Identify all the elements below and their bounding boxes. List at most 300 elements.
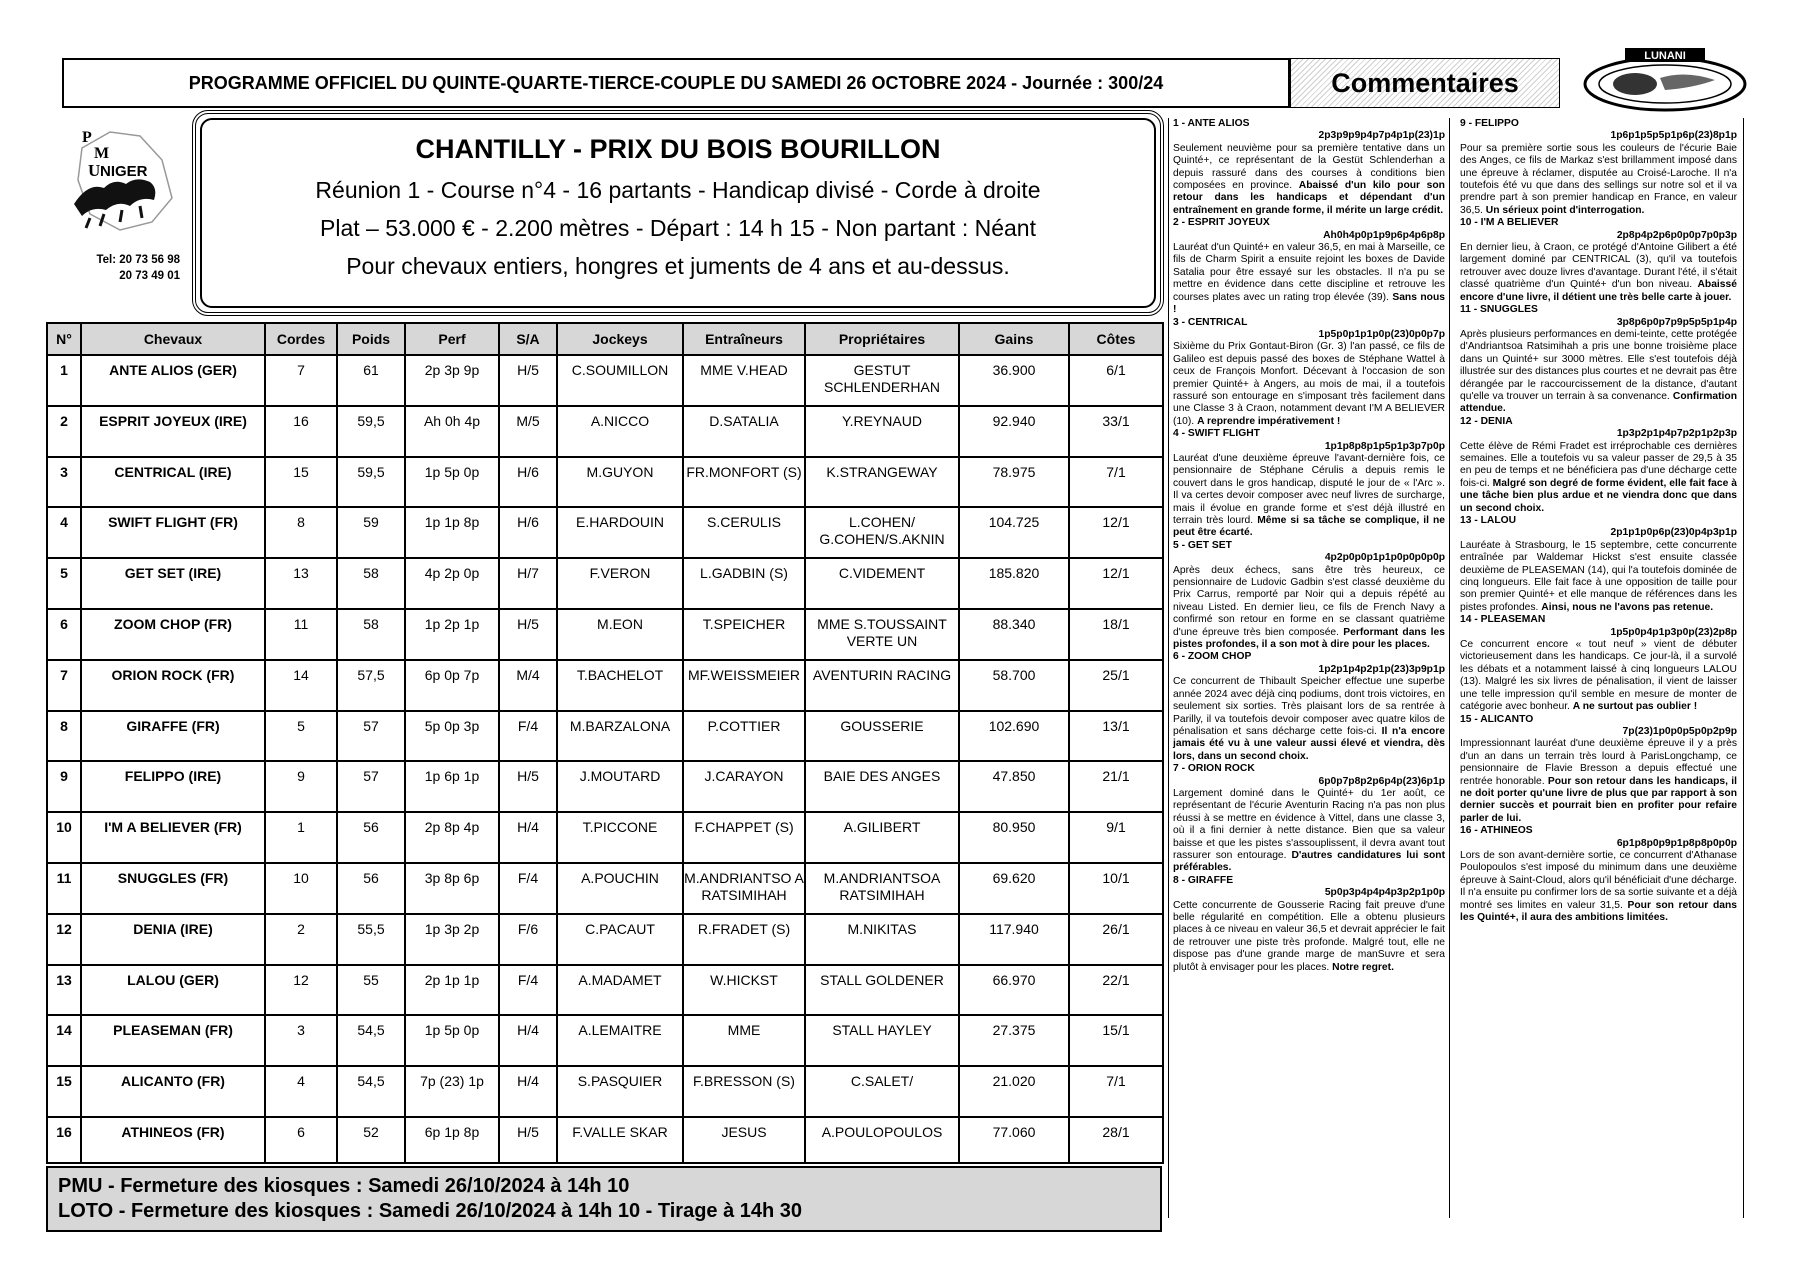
comments-column-left (1168, 118, 1450, 1218)
cell-form: 7p (23) 1p (405, 1066, 499, 1117)
comment-entry (1460, 217, 1737, 304)
kiosk-pmu-line: PMU - Fermeture des kiosques : Samedi 26/10/2024 à 14h 10 (58, 1175, 630, 1197)
comment-entry (1460, 825, 1737, 924)
comment-text (1460, 143, 1737, 217)
cell-draw: 9 (265, 761, 337, 812)
cell-sexage: F/4 (499, 965, 557, 1016)
comment-form-string: 1p2p1p4p2p1p(23)3p9p1p (1318, 663, 1445, 675)
cell-owner: M.ANDRIANTSOA RATSIMIHAH (805, 863, 959, 914)
comment-verdict: Il n'a encore jamais été vu à une valeur aussi élevé et viendra, dès lors, dans un second choix. (1173, 725, 1445, 762)
comment-entry (1173, 763, 1445, 875)
col-header-odds: Côtes (1069, 323, 1163, 355)
cell-weight: 55,5 (337, 914, 405, 965)
comment-form-string: 3p8p6p0p7p9p5p5p1p4p (1616, 316, 1737, 328)
cell-earnings: 102.690 (959, 711, 1069, 762)
table-row (47, 1066, 1163, 1117)
comment-body: Lauréat d'une deuxième épreuve l'avant-dernière fois, ce pensionnaire de Stéphane Cérulis a depuis remis le couvert dans le gros handicap, disputé le jour de « l'Arc ». Il va certes devoir composer avec neuf livres de surcharge, mais il évolue en grande forme et s'est déjà illustré en terrain très lourd. (1173, 452, 1445, 526)
cell-sexage: H/5 (499, 609, 557, 660)
col-header-jockeys: Jockeys (557, 323, 683, 355)
cell-num: 8 (47, 711, 81, 762)
kiosk-closing-box (46, 1166, 1162, 1232)
comments-label: Commentaires (1331, 67, 1519, 98)
table-row (47, 965, 1163, 1016)
col-header-sex-age: S/A (499, 323, 557, 355)
cell-jockey: M.BARZALONA (557, 711, 683, 762)
comment-verdict: Ainsi, nous ne l'avons pas retenue. (1541, 601, 1714, 613)
cell-earnings: 78.975 (959, 457, 1069, 508)
cell-earnings: 88.340 (959, 609, 1069, 660)
cell-earnings: 36.900 (959, 355, 1069, 406)
cell-weight: 57 (337, 761, 405, 812)
comment-body: Après plusieurs performances en demi-teinte, cette protégée d'Andriantsoa Ratsimihah a pris une bonne troisième place dans un Quinté+ sur 3000 mètres. Elle s'est toutefois déjà illustrée sur des distances plus courtes et ne devrait pas être dérangée par le raccourcissement de la distance, d'autant qu'elle va trouver un terrain à sa convenance. (1460, 328, 1737, 402)
comment-body: Sixième du Prix Gontaut-Biron (Gr. 3) l'an passé, ce fils de Galileo est depuis passé des boxes de Stéphane Wattel à ceux de François Monfort. Décevant à l'occasion de son premier Quinté+ à Angers, au mois de mai, il a toutefois rassuré son entourage en s'imposant très facilement dans une Classe 3 à Craon, notamment devant I'M A BELIEVER (10). (1173, 341, 1445, 427)
cell-owner: A.GILIBERT (805, 812, 959, 863)
cell-form: 1p 2p 1p (405, 609, 499, 660)
cell-form: 1p 5p 0p (405, 1015, 499, 1066)
cell-num: 10 (47, 812, 81, 863)
comment-body: Seulement neuvième pour sa première tentative dans un Quinté+, ce représentant de la Gestüt Schlenderhan a depuis rassuré dans des courses à conditions bien composées en province. (1173, 142, 1445, 192)
cell-trainer: T.SPEICHER (683, 609, 805, 660)
comment-form-string: 1p3p2p1p4p7p2p1p2p3p (1616, 428, 1737, 440)
cell-draw: 16 (265, 406, 337, 457)
cell-num: 11 (47, 863, 81, 914)
cell-weight: 61 (337, 355, 405, 406)
col-header-weight: Poids (337, 323, 405, 355)
cell-owner: MME S.TOUSSAINT VERTE UN (805, 609, 959, 660)
pmu-niger-logo-icon (70, 118, 185, 248)
cell-form: 1p 3p 2p (405, 914, 499, 965)
cell-trainer: S.CERULIS (683, 507, 805, 558)
cell-owner: C.VIDEMENT (805, 558, 959, 609)
comment-verdict: D'autres candidatures lui sont préférables. (1173, 849, 1445, 874)
table-row (47, 406, 1163, 457)
table-row (47, 1015, 1163, 1066)
col-header-number: N° (47, 323, 81, 355)
cell-num: 6 (47, 609, 81, 660)
cell-weight: 54,5 (337, 1066, 405, 1117)
cell-horse: ZOOM CHOP (FR) (81, 609, 265, 660)
cell-weight: 59 (337, 507, 405, 558)
cell-sexage: H/4 (499, 1066, 557, 1117)
cell-odds: 28/1 (1069, 1117, 1163, 1163)
cell-form: 6p 1p 8p (405, 1117, 499, 1163)
cell-draw: 5 (265, 711, 337, 762)
cell-jockey: S.PASQUIER (557, 1066, 683, 1117)
cell-owner: A.POULOPOULOS (805, 1117, 959, 1163)
cell-odds: 6/1 (1069, 355, 1163, 406)
kiosk-loto-line: LOTO - Fermeture des kiosques : Samedi 26/10/2024 à 14h 10 - Tirage à 14h 30 (58, 1200, 803, 1222)
cell-earnings: 80.950 (959, 812, 1069, 863)
comment-horse-name: 3 - CENTRICAL (1173, 316, 1248, 328)
comment-entry (1460, 416, 1737, 515)
program-title-box (62, 58, 1290, 108)
comment-entry (1173, 317, 1445, 429)
cell-sexage: F/6 (499, 914, 557, 965)
comment-verdict: A ne surtout pas oublier ! (1572, 701, 1698, 713)
cell-earnings: 92.940 (959, 406, 1069, 457)
table-row (47, 609, 1163, 660)
cell-sexage: H/6 (499, 507, 557, 558)
comment-horse-name: 10 - I'M A BELIEVER (1460, 217, 1559, 229)
lunani-logo-icon (1575, 46, 1750, 114)
cell-jockey: A.MADAMET (557, 965, 683, 1016)
cell-form: 1p 6p 1p (405, 761, 499, 812)
cell-earnings: 77.060 (959, 1117, 1069, 1163)
comment-body: Cette concurrente de Gousserie Racing fait preuve d'une belle régularité en compétition. Elle a obtenu plusieurs places à ce niveau en valeur 36,5 et devrait apprécier le fait de retrouver une piste très profonde. Malgré tout, elle ne dispose pas d'une grande marge de manSuvre et sera plutôt à envisager pour les places. (1173, 899, 1445, 973)
table-row (47, 660, 1163, 711)
cell-sexage: M/5 (499, 406, 557, 457)
pmu-telephone-2: 20 73 49 01 (119, 270, 180, 282)
cell-horse: SWIFT FLIGHT (FR) (81, 507, 265, 558)
svg-text:NIGER: NIGER (100, 163, 148, 180)
comment-entry (1173, 217, 1445, 316)
cell-weight: 55 (337, 965, 405, 1016)
cell-odds: 25/1 (1069, 660, 1163, 711)
comment-text (1173, 242, 1445, 316)
cell-form: 1p 1p 8p (405, 507, 499, 558)
cell-owner: K.STRANGEWAY (805, 457, 959, 508)
cell-trainer: R.FRADET (S) (683, 914, 805, 965)
comment-text (1173, 788, 1445, 875)
comment-entry (1460, 118, 1737, 217)
comment-text (1173, 676, 1445, 763)
comment-form-string: 1p6p1p5p5p1p6p(23)8p1p (1610, 130, 1737, 142)
cell-form: 2p 3p 9p (405, 355, 499, 406)
cell-num: 7 (47, 660, 81, 711)
comment-verdict: Confirmation attendue. (1460, 390, 1737, 415)
cell-sexage: H/5 (499, 761, 557, 812)
cell-jockey: F.VALLE SKAR (557, 1117, 683, 1163)
cell-draw: 14 (265, 660, 337, 711)
cell-weight: 52 (337, 1117, 405, 1163)
cell-form: 5p 0p 3p (405, 711, 499, 762)
race-conditions: Pour chevaux entiers, hongres et juments de 4 ans et au-dessus. (346, 253, 1010, 279)
comment-text (1173, 143, 1445, 217)
cell-draw: 2 (265, 914, 337, 965)
cell-draw: 1 (265, 812, 337, 863)
cell-sexage: F/4 (499, 863, 557, 914)
cell-num: 3 (47, 457, 81, 508)
comment-form-string: 6p0p7p8p2p6p4p(23)6p1p (1318, 775, 1445, 787)
comment-horse-name: 1 - ANTE ALIOS (1173, 118, 1250, 129)
comment-horse-name: 4 - SWIFT FLIGHT (1173, 428, 1260, 440)
table-header-row (47, 323, 1163, 355)
table-row (47, 457, 1163, 508)
cell-odds: 21/1 (1069, 761, 1163, 812)
race-title: CHANTILLY - PRIX DU BOIS BOURILLON (415, 134, 941, 164)
cell-num: 16 (47, 1117, 81, 1163)
cell-draw: 4 (265, 1066, 337, 1117)
comment-horse-name: 15 - ALICANTO (1460, 713, 1534, 725)
comment-text (1460, 738, 1737, 825)
comment-form-string: 4p2p0p0p1p1p0p0p0p0p (1324, 552, 1445, 564)
cell-weight: 59,5 (337, 457, 405, 508)
comment-body: Impressionnant lauréat d'une deuxième épreuve il y a près d'un an dans un terrain très lourd à ParisLongchamp, ce pensionnaire de Flavie Bresson a depuis effectué une rentrée honorable. (1460, 738, 1737, 787)
cell-weight: 57,5 (337, 660, 405, 711)
comment-verdict: Pour son retour dans les handicaps, il ne doit porter qu'une livre de plus que par rapport à son dernier succès et pourrait bien en profiter pour refaire parler de lui. (1460, 775, 1737, 824)
cell-draw: 15 (265, 457, 337, 508)
comment-verdict: Abaissé encore d'une livre, il détient une très belle carte à jouer. (1460, 279, 1737, 303)
cell-earnings: 185.820 (959, 558, 1069, 609)
cell-trainer: FR.MONFORT (S) (683, 457, 805, 508)
comment-entry (1460, 304, 1737, 416)
cell-owner: C.SALET/ (805, 1066, 959, 1117)
cell-form: 3p 8p 6p (405, 863, 499, 914)
cell-draw: 13 (265, 558, 337, 609)
comment-horse-name: 16 - ATHINEOS (1460, 825, 1533, 837)
comment-text (1460, 441, 1737, 515)
cell-odds: 7/1 (1069, 457, 1163, 508)
cell-jockey: A.POUCHIN (557, 863, 683, 914)
cell-num: 15 (47, 1066, 81, 1117)
cell-draw: 8 (265, 507, 337, 558)
comment-text (1460, 242, 1737, 304)
cell-horse: ANTE ALIOS (GER) (81, 355, 265, 406)
col-header-owners: Propriétaires (805, 323, 959, 355)
pmu-telephone (70, 252, 180, 284)
comment-horse-name: 9 - FELIPPO (1460, 118, 1519, 129)
cell-horse: SNUGGLES (FR) (81, 863, 265, 914)
cell-sexage: H/5 (499, 1117, 557, 1163)
cell-horse: ESPRIT JOYEUX (IRE) (81, 406, 265, 457)
comment-entry (1173, 428, 1445, 540)
cell-owner: Y.REYNAUD (805, 406, 959, 457)
cell-earnings: 21.020 (959, 1066, 1069, 1117)
cell-jockey: E.HARDOUIN (557, 507, 683, 558)
cell-owner: AVENTURIN RACING (805, 660, 959, 711)
cell-odds: 12/1 (1069, 558, 1163, 609)
cell-trainer: D.SATALIA (683, 406, 805, 457)
comments-column-right (1454, 118, 1744, 1218)
comment-form-string: Ah0h4p0p1p9p6p4p6p8p (1323, 229, 1445, 241)
cell-form: 2p 8p 4p (405, 812, 499, 863)
table-row (47, 812, 1163, 863)
cell-horse: PLEASEMAN (FR) (81, 1015, 265, 1066)
cell-owner: L.COHEN/ G.COHEN/S.AKNIN (805, 507, 959, 558)
cell-earnings: 69.620 (959, 863, 1069, 914)
cell-weight: 56 (337, 812, 405, 863)
cell-trainer: F.CHAPPET (S) (683, 812, 805, 863)
cell-weight: 59,5 (337, 406, 405, 457)
cell-owner: BAIE DES ANGES (805, 761, 959, 812)
cell-jockey: A.LEMAITRE (557, 1015, 683, 1066)
cell-horse: ALICANTO (FR) (81, 1066, 265, 1117)
col-header-draw: Cordes (265, 323, 337, 355)
comment-text (1460, 329, 1737, 416)
cell-form: 1p 5p 0p (405, 457, 499, 508)
cell-weight: 56 (337, 863, 405, 914)
comment-entry (1173, 651, 1445, 763)
cell-form: 4p 2p 0p (405, 558, 499, 609)
cell-odds: 26/1 (1069, 914, 1163, 965)
comment-form-string: 6p1p8p0p9p1p8p8p0p0p (1616, 837, 1737, 849)
cell-owner: GESTUT SCHLENDERHAN (805, 355, 959, 406)
col-header-earnings: Gains (959, 323, 1069, 355)
cell-draw: 10 (265, 863, 337, 914)
race-details-line-2: Plat – 53.000 € - 2.200 mètres - Départ : 14 h 15 - Non partant : Néant (320, 215, 1036, 241)
comment-form-string: 1p5p0p1p1p0p(23)0p0p7p (1318, 328, 1445, 340)
cell-horse: ATHINEOS (FR) (81, 1117, 265, 1163)
comment-text (1173, 453, 1445, 540)
cell-weight: 58 (337, 558, 405, 609)
svg-text:M: M (94, 145, 110, 162)
cell-trainer: P.COTTIER (683, 711, 805, 762)
cell-odds: 22/1 (1069, 965, 1163, 1016)
cell-sexage: H/4 (499, 1015, 557, 1066)
svg-text:U: U (88, 161, 101, 180)
cell-horse: GIRAFFE (FR) (81, 711, 265, 762)
comment-horse-name: 6 - ZOOM CHOP (1173, 651, 1252, 663)
cell-owner: STALL HAYLEY (805, 1015, 959, 1066)
comment-entry (1173, 540, 1445, 652)
cell-trainer: F.BRESSON (S) (683, 1066, 805, 1117)
comment-text (1173, 341, 1445, 428)
comment-body: Après deux échecs, sans être très heureux, ce pensionnaire de Ludovic Gadbin s'est classé deuxième du Prix Carrus, remporté par Noir qui a depuis répété au niveau Listed. En dernier lieu, ce fils de French Navy a confirmé son retour en forme en se classant quatrième d'une épreuve très bien composée. (1173, 564, 1445, 638)
comment-text (1460, 540, 1737, 614)
comment-verdict: Performant dans les pistes profondes, il a son mot à dire pour les places. (1173, 626, 1445, 651)
cell-odds: 33/1 (1069, 406, 1163, 457)
cell-num: 2 (47, 406, 81, 457)
cell-jockey: C.SOUMILLON (557, 355, 683, 406)
col-header-trainers: Entraîneurs (683, 323, 805, 355)
comment-entry (1460, 515, 1737, 614)
cell-owner: M.NIKITAS (805, 914, 959, 965)
cell-trainer: M.ANDRIANTSO A RATSIMIHAH (683, 863, 805, 914)
cell-sexage: H/6 (499, 457, 557, 508)
comment-verdict: Notre regret. (1332, 961, 1394, 973)
cell-odds: 12/1 (1069, 507, 1163, 558)
cell-jockey: M.GUYON (557, 457, 683, 508)
comment-form-string: 1p1p8p8p1p5p1p3p7p0p (1324, 440, 1445, 452)
cell-odds: 18/1 (1069, 609, 1163, 660)
comment-form-string: 7p(23)1p0p0p5p0p2p9p (1622, 725, 1737, 737)
cell-jockey: T.BACHELOT (557, 660, 683, 711)
cell-trainer: W.HICKST (683, 965, 805, 1016)
cell-trainer: MME V.HEAD (683, 355, 805, 406)
cell-horse: LALOU (GER) (81, 965, 265, 1016)
comment-verdict: Un sérieux point d'interrogation. (1485, 204, 1645, 216)
cell-trainer: L.GADBIN (S) (683, 558, 805, 609)
svg-text:P: P (82, 129, 92, 146)
cell-trainer: MF.WEISSMEIER (683, 660, 805, 711)
comment-horse-name: 5 - GET SET (1173, 539, 1232, 551)
cell-draw: 11 (265, 609, 337, 660)
col-header-form: Perf (405, 323, 499, 355)
comment-verdict: Même si sa tâche se complique, il ne peut être écarté. (1173, 515, 1445, 539)
cell-horse: FELIPPO (IRE) (81, 761, 265, 812)
cell-odds: 13/1 (1069, 711, 1163, 762)
cell-sexage: F/4 (499, 711, 557, 762)
race-info-frame (192, 110, 1164, 316)
cell-weight: 54,5 (337, 1015, 405, 1066)
cell-num: 13 (47, 965, 81, 1016)
cell-num: 12 (47, 914, 81, 965)
comment-entry (1460, 714, 1737, 826)
cell-form: 6p 0p 7p (405, 660, 499, 711)
cell-trainer: MME (683, 1015, 805, 1066)
comment-verdict: Sans nous ! (1173, 291, 1445, 316)
comment-body: Cette élève de Rémi Fradet est irréprochable ces dernières semaines. Elle a toutefois vu sa valeur passer de 29,5 à 35 en peu de temps et ne bénéficiera pas d'une décharge cette fois-ci. (1460, 440, 1737, 489)
cell-earnings: 117.940 (959, 914, 1069, 965)
comment-body: Largement dominé dans le Quinté+ du 1er août, ce représentant de l'écurie Aventurin Racing n'a pas non plus réussi à se mettre en évidence à Vittel, dans une classe 3, où il a fini dernier à nette distance. Bien que sa valeur baisse et que les pistes s'assouplissent, il devra avant tout rassurer son entourage. (1173, 787, 1445, 861)
cell-draw: 7 (265, 355, 337, 406)
comment-form-string: 2p3p9p9p4p7p4p1p(23)1p (1318, 130, 1445, 142)
comment-body: Lauréat d'un Quinté+ en valeur 36,5, en mai à Marseille, ce fils de Charm Spirit a ensuite rejoint les boxes de Davide Satalia pour être essayé sur les obstacles. Il n'a pu se mettre en évidence dans cette discipline et retrouve les courses plates avec un rating trop élevée (39). (1173, 242, 1445, 303)
cell-odds: 10/1 (1069, 863, 1163, 914)
cell-draw: 6 (265, 1117, 337, 1163)
table-row (47, 761, 1163, 812)
comment-verdict: Malgré son degré de forme évident, elle fait face à une tâche bien plus ardue et ne viendra donc que dans un second choix. (1460, 477, 1737, 514)
cell-jockey: A.NICCO (557, 406, 683, 457)
cell-earnings: 47.850 (959, 761, 1069, 812)
cell-draw: 3 (265, 1015, 337, 1066)
comment-body: Ce concurrent encore « tout neuf » vient de débuter victorieusement dans les handicaps. Ce jour-là, il a survolé les débats et a notamment laissé à cinq longueurs LALOU (13). Malgré les six livres de pénalisation, il vient de laisser une telle impression qu'il semble en mesure de monter de catégorie avec bonheur. (1460, 639, 1737, 713)
comment-horse-name: 13 - LALOU (1460, 515, 1517, 526)
comment-verdict: A reprendre impérativement ! (1197, 415, 1341, 427)
cell-weight: 57 (337, 711, 405, 762)
cell-num: 1 (47, 355, 81, 406)
cell-odds: 9/1 (1069, 812, 1163, 863)
race-details-line-1: Réunion 1 - Course n°4 - 16 partants - Handicap divisé - Corde à droite (315, 177, 1041, 203)
lunani-logo-text: LUNANI (1644, 50, 1686, 62)
table-row (47, 914, 1163, 965)
cell-horse: DENIA (IRE) (81, 914, 265, 965)
cell-sexage: H/4 (499, 812, 557, 863)
cell-owner: STALL GOLDENER (805, 965, 959, 1016)
col-header-horses: Chevaux (81, 323, 265, 355)
comment-text (1173, 900, 1445, 974)
cell-owner: GOUSSERIE (805, 711, 959, 762)
comment-body: Pour sa première sortie sous les couleurs de l'écurie Baie des Anges, ce fils de Markaz s'est brillamment imposé dans une épreuve à réclamer, disputée au Croisé-Laroche. Il n'a toutefois été vu que dans des sellings sur notre sol et il va prendre part à son premier handicap en France, en valeur 36,5. (1460, 142, 1737, 216)
cell-horse: I'M A BELIEVER (FR) (81, 812, 265, 863)
comment-body: Ce concurrent de Thibault Speicher effectue une superbe année 2024 avec déjà cinq podiums, dont trois victoires, en seulement six sorties. Très plaisant lors de sa rentrée à Parilly, il va toutefois devoir composer avec quatre kilos de pénalisation et sans décharge cette fois-ci. (1173, 676, 1445, 737)
comment-form-string: 2p1p1p0p6p(23)0p4p3p1p (1610, 527, 1737, 539)
runners-table (46, 322, 1164, 1164)
pmu-telephone-1: Tel: 20 73 56 98 (96, 254, 180, 266)
comment-horse-name: 7 - ORION ROCK (1173, 763, 1255, 775)
program-title: PROGRAMME OFFICIEL DU QUINTE-QUARTE-TIERCE-COUPLE DU SAMEDI 26 OCTOBRE 2024 - Journée : 300/24 (188, 72, 1164, 93)
cell-earnings: 104.725 (959, 507, 1069, 558)
comment-entry (1173, 875, 1445, 974)
table-row (47, 355, 1163, 406)
cell-weight: 58 (337, 609, 405, 660)
table-row (47, 863, 1163, 914)
cell-jockey: J.MOUTARD (557, 761, 683, 812)
cell-earnings: 27.375 (959, 1015, 1069, 1066)
comment-verdict: Pour son retour dans les Quinté+, il aura des ambitions limitées. (1460, 899, 1737, 923)
comment-entry (1173, 118, 1445, 217)
cell-trainer: JESUS (683, 1117, 805, 1163)
comment-body: En dernier lieu, à Craon, ce protégé d'Antoine Gilibert a été largement dominé par CENTRICAL (3), qu'il va toutefois retrouver avec douze livres d'avantage. Durant l'été, il s'était classé quatrième d'un Quinté+ d'un bon niveau. (1460, 242, 1737, 291)
cell-jockey: T.PICCONE (557, 812, 683, 863)
cell-num: 9 (47, 761, 81, 812)
comment-text (1460, 850, 1737, 924)
comment-text (1460, 639, 1737, 713)
cell-num: 5 (47, 558, 81, 609)
comment-body: Lors de son avant-dernière sortie, ce concurrent d'Athanase Poulopoulos s'est imposé du minimum dans une deuxième épreuve à Saint-Cloud, alors qu'il bénéficiait d'une décharge. Il n'a ensuite pu confirmer lors de sa sortie suivante et a déjà montré ses limites en valeur 31,5. (1460, 849, 1737, 911)
table-row (47, 1117, 1163, 1163)
cell-horse: ORION ROCK (FR) (81, 660, 265, 711)
table-row (47, 711, 1163, 762)
cell-draw: 12 (265, 965, 337, 1016)
cell-sexage: M/4 (499, 660, 557, 711)
cell-odds: 7/1 (1069, 1066, 1163, 1117)
table-row (47, 558, 1163, 609)
comment-body: Lauréate à Strasbourg, le 15 septembre, cette concurrente entraînée par Waldemar Hickst s'est ensuite classée deuxième de PLEASEMAN (14), qui l'a toutefois dominée de cinq longueurs. Elle fait face à une opposition de taille pour son premier Quinté+ et elle manque de références dans les pistes profondes. (1460, 539, 1737, 613)
comment-text (1173, 565, 1445, 652)
cell-jockey: M.EON (557, 609, 683, 660)
comment-form-string: 5p0p3p4p4p4p3p2p1p0p (1324, 887, 1445, 899)
